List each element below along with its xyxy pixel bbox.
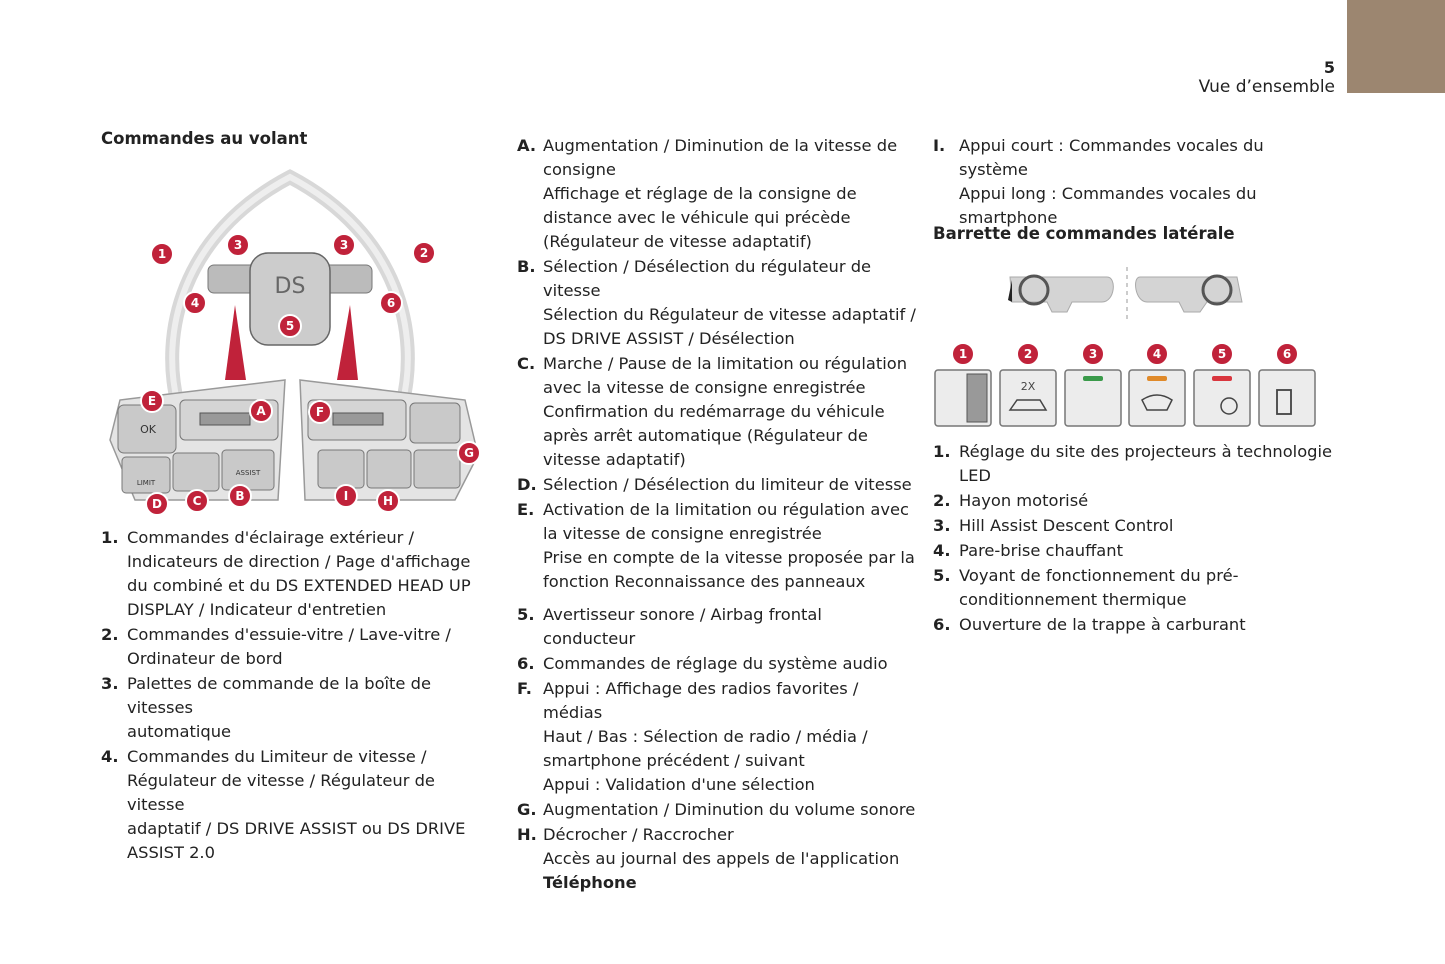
svg-text:DS: DS xyxy=(274,274,306,299)
list-item: D. Sélection / Désélection du limiteur de vitesse xyxy=(517,475,912,494)
power-tailgate-switch[interactable] xyxy=(1000,370,1056,426)
heading-steering-controls: Commandes au volant xyxy=(101,129,308,148)
svg-text:2: 2 xyxy=(1023,347,1033,361)
orange-indicator xyxy=(1147,376,1167,381)
green-indicator xyxy=(1083,376,1103,381)
svg-text:E: E xyxy=(147,394,157,408)
chapter-tab xyxy=(1347,0,1445,93)
svg-text:H: H xyxy=(382,494,394,508)
svg-text:4: 4 xyxy=(190,296,200,310)
right-item-i xyxy=(933,134,1333,231)
list-item: 3. Hill Assist Descent Control xyxy=(933,516,1174,535)
list-item: A. Augmentation / Diminution de la vitesse de consigne Affichage et réglage de la consigne de distance avec le véhicule qui précède (Régulateur de vitesse adaptatif) xyxy=(517,136,898,251)
list-item: C. Marche / Pause de la limitation ou régulation avec la vitesse de consigne enregistrée Confirmation du redémarrage du véhicule après arrêt automatique (Régulateur de vitesse adaptatif) xyxy=(517,354,908,469)
list-item: 4. Pare-brise chauffant xyxy=(933,541,1123,560)
svg-text:2X: 2X xyxy=(1020,380,1036,393)
pointer-right xyxy=(337,305,358,380)
list-item: 6. Ouverture de la trappe à carburant xyxy=(933,615,1246,634)
svg-text:I: I xyxy=(343,489,349,503)
list-item: I. Appui court : Commandes vocales du système Appui long : Commandes vocales du smartphone xyxy=(933,136,1264,227)
svg-text:3: 3 xyxy=(339,238,349,252)
list-item: 4. Commandes du Limiteur de vitesse / Régulateur de vitesse / Régulateur de vitesse adaptatif / DS DRIVE ASSIST ou DS DRIVE ASSIST 2.0 xyxy=(101,747,466,862)
svg-text:G: G xyxy=(464,446,474,460)
svg-text:3: 3 xyxy=(233,238,243,252)
list-item: 3. Palettes de commande de la boîte de vitesses automatique xyxy=(101,674,431,741)
heading-side-controls: Barrette de commandes latérale xyxy=(933,224,1235,243)
svg-text:C: C xyxy=(192,494,202,508)
svg-text:3: 3 xyxy=(1088,347,1098,361)
svg-text:4: 4 xyxy=(1152,347,1162,361)
section-title: Vue d’ensemble xyxy=(1198,77,1335,97)
red-indicator xyxy=(1212,376,1232,381)
svg-text:1: 1 xyxy=(958,347,968,361)
pointer-left xyxy=(225,305,246,380)
svg-text:6: 6 xyxy=(1282,347,1292,361)
svg-text:F: F xyxy=(315,405,325,419)
assist-button[interactable]: ASSIST xyxy=(235,469,261,477)
side-control-diagram xyxy=(932,262,1322,432)
list-item: 1. Réglage du site des projecteurs à technologie LED xyxy=(933,442,1333,485)
svg-text:5: 5 xyxy=(285,319,295,333)
ok-button[interactable]: OK xyxy=(140,423,156,436)
list-item: 2. Hayon motorisé xyxy=(933,491,1089,510)
middle-item-list-2 xyxy=(517,603,917,896)
page-number: 5 xyxy=(1323,58,1335,77)
list-item: 5. Avertisseur sonore / Airbag frontal conducteur xyxy=(517,605,822,648)
svg-text:2: 2 xyxy=(419,246,429,260)
svg-text:B: B xyxy=(235,489,245,503)
list-item: G. Augmentation / Diminution du volume sonore xyxy=(517,800,916,819)
list-item: 1. Commandes d'éclairage extérieur / Indicateurs de direction / Page d'affichage du combiné et du DS EXTENDED HEAD UP DISPLAY / Indicateur d'entretien xyxy=(101,528,471,619)
svg-text:6: 6 xyxy=(386,296,396,310)
fuel-flap-switch[interactable] xyxy=(1259,370,1315,426)
left-item-list xyxy=(101,526,496,866)
list-item: 5. Voyant de fonctionnement du pré- conditionnement thermique xyxy=(933,566,1239,609)
svg-text:A: A xyxy=(256,404,266,418)
list-item: H. Décrocher / Raccrocher Accès au journal des appels de l'application Téléphone xyxy=(517,825,900,892)
list-item: 2. Commandes d'essuie-vitre / Lave-vitre / Ordinateur de bord xyxy=(101,625,451,668)
middle-item-list xyxy=(517,134,917,595)
right-item-list xyxy=(933,440,1333,638)
list-item: E. Activation de la limitation ou régulation avec la vitesse de consigne enregistrée Prise en compte de la vitesse proposée par la fonction Reconnaissance des panneaux xyxy=(517,500,915,591)
list-item: F. Appui : Affichage des radios favorites / médias Haut / Bas : Sélection de radio / média / smartphone précédent / suivant Appui : Validation d'une sélection xyxy=(517,679,868,794)
svg-text:D: D xyxy=(152,497,162,511)
steering-wheel-diagram xyxy=(100,165,485,520)
list-item: B. Sélection / Désélection du régulateur de vitesse Sélection du Régulateur de vitesse adaptatif / DS DRIVE ASSIST / Désélection xyxy=(517,257,916,348)
limit-button[interactable]: LIMIT xyxy=(136,479,156,487)
list-item: 6. Commandes de réglage du système audio xyxy=(517,654,888,673)
svg-text:5: 5 xyxy=(1217,347,1227,361)
svg-text:1: 1 xyxy=(157,247,167,261)
